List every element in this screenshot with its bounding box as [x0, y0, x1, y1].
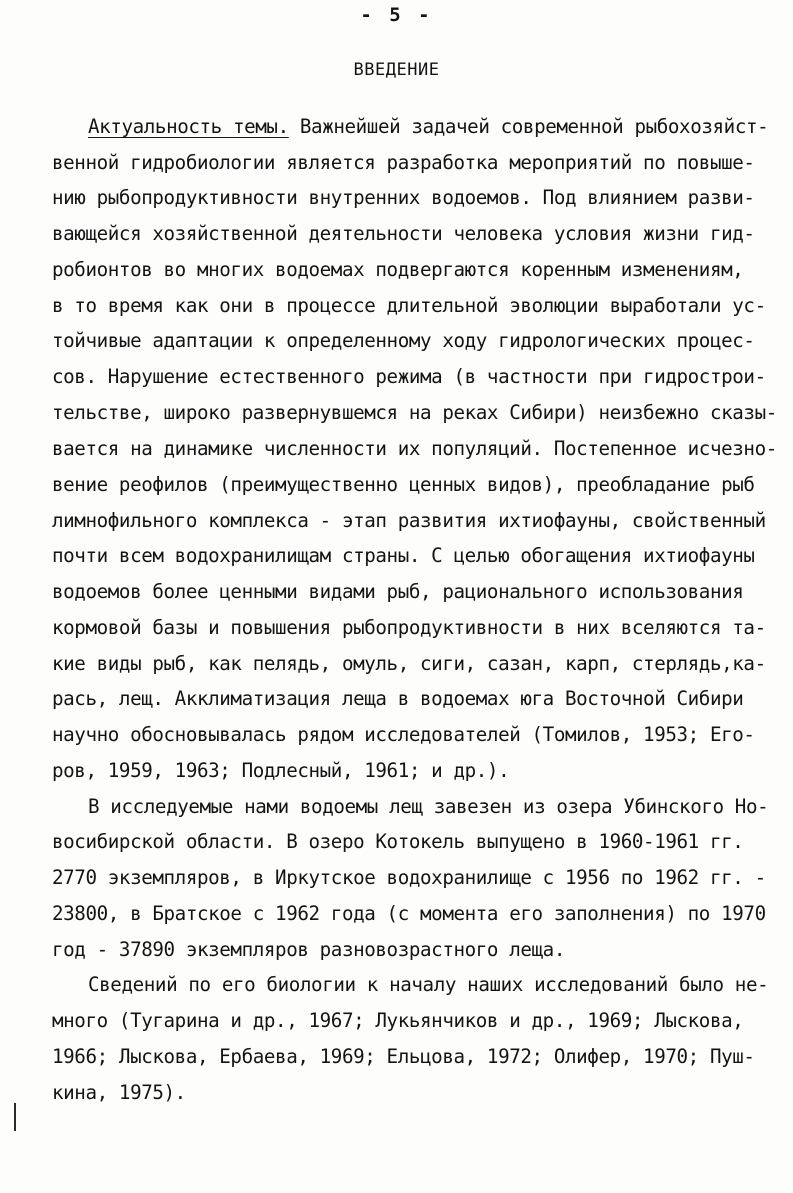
page-number: - 5 - — [360, 4, 433, 26]
text-line: много (Тугарина и др., 1967; Лукьянчиков и др., 1969; Лыскова, — [52, 1009, 744, 1032]
text-line: нию рыбопродуктивности внутренних водоемов. Под влиянием разви- — [52, 186, 755, 209]
margin-mark — [14, 1103, 16, 1131]
text-line: ров, 1959, 1963; Подлесный, 1961; и др.). — [52, 759, 510, 782]
text-line: венной гидробиологии является разработка мероприятий по повыше- — [52, 151, 755, 174]
text-line: почти всем водохранилищам страны. С целью обогащения ихтиофауны — [52, 544, 755, 567]
text-line: вение реофилов (преимущественно ценных видов), преобладание рыб — [52, 473, 755, 496]
text-line: вающейся хозяйственной деятельности человека условия жизни гид- — [52, 222, 755, 245]
text-line: сов. Нарушение естественного режима (в частности при гидрострои- — [52, 365, 766, 388]
text-line: Сведений по его биологии к началу наших исследований было не- — [88, 973, 769, 996]
text-line: лимнофильного комплекса - этап развития ихтиофауны, свойственный — [52, 509, 766, 532]
text-line — [88, 117, 768, 136]
text-line: кие виды рыб, как пелядь, омуль, сиги, сазан, карп, стерлядь,ка- — [52, 652, 766, 675]
text-line-content: Важнейшей задачей современной рыбохозяйст- — [299, 115, 769, 138]
text-line: в то время как они в процессе длительной эволюции выработали ус- — [52, 294, 766, 317]
section-heading: ВВЕДЕНИЕ — [353, 60, 440, 80]
intro-label: Актуальность темы. — [88, 115, 289, 138]
text-line: 1966; Лыскова, Ербаева, 1969; Ельцова, 1972; Олифер, 1970; Пуш- — [52, 1045, 755, 1068]
text-line: кина, 1975). — [52, 1081, 186, 1104]
text-line: год - 37890 экземпляров разновозрастного леща. — [52, 938, 565, 961]
text-line: 2770 экземпляров, в Иркутское водохранилище с 1956 по 1962 гг. - — [52, 866, 766, 889]
text-line: 23800, в Братское с 1962 года (с момента его заполнения) по 1970 — [52, 902, 766, 925]
text-line: водоемов более ценными видами рыб, рационального использования — [52, 580, 744, 603]
text-line: В исследуемые нами водоемы лещ завезен из озера Убинского Но- — [88, 795, 769, 818]
text-line: кормовой базы и повышения рыбопродуктивности в них вселяются та- — [52, 616, 766, 639]
text-line: робионтов во многих водоемах подвергаются коренным изменениям, — [52, 258, 744, 281]
text-line: восибирской области. В озеро Котокель выпущено в 1960-1961 гг. — [52, 830, 744, 853]
text-line: тойчивые адаптации к определенному ходу гидрологических процес- — [52, 329, 755, 352]
text-line: вается на динамике численности их популяций. Постепенное исчезно- — [52, 437, 777, 460]
text-line: рась, лещ. Акклиматизация леща в водоемах юга Восточной Сибири — [52, 687, 744, 710]
text-line: тельстве, широко развернувшемся на реках Сибири) неизбежно сказы- — [52, 401, 777, 424]
text-line: научно обосновывалась рядом исследователей (Томилов, 1953; Его- — [52, 723, 755, 746]
